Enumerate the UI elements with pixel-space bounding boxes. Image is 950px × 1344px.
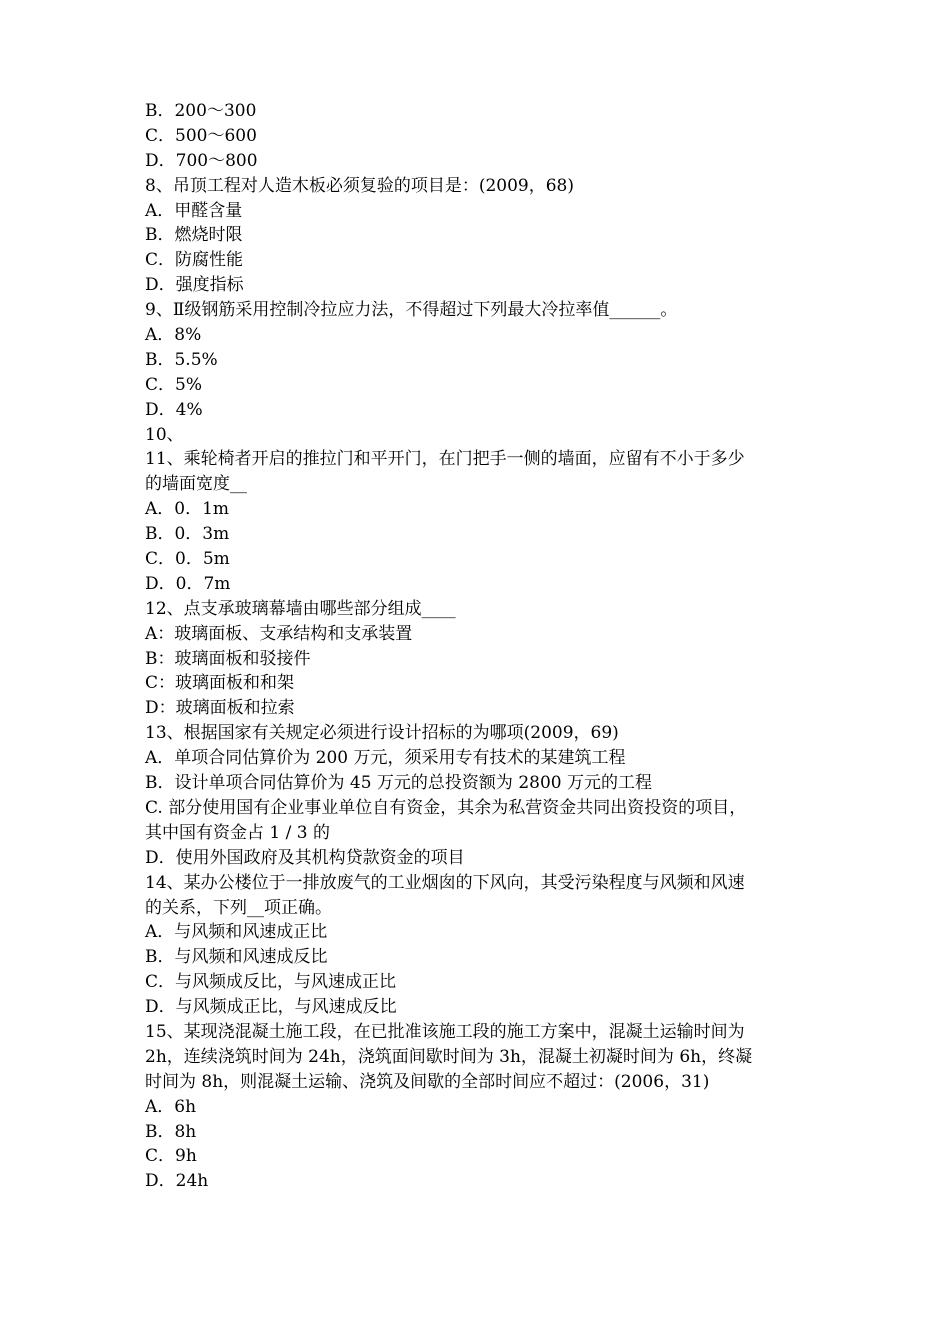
option-line: C．5% [145,374,202,395]
option-line: D．4% [145,399,203,420]
option-line: C．与风频成反比，与风速成正比 [145,972,397,993]
option-line: D．700～800 [145,150,258,171]
option-line: B．燃烧时限 [145,225,243,246]
question-15-continued: 2h，连续浇筑时间为 24h，浇筑面间歇时间为 3h，混凝土初凝时间为 6h，终凝 [145,1046,753,1067]
option-line: D．与风频成正比，与风速成反比 [145,997,397,1018]
option-line: B．与风频和风速成反比 [145,947,328,968]
option-line: C：玻璃面板和和架 [145,673,295,694]
option-line: D．强度指标 [145,275,244,296]
question-15-continued: 时间为 8h，则混凝土运输、浇筑及间歇的全部时间应不超过：(2006，31) [145,1071,710,1092]
option-line: D．0．7m [145,573,231,594]
option-line: A．甲醛含量 [145,200,243,221]
option-line: C. 部分使用国有企业事业单位自有资金，其余为私营资金共同出资投资的项目， [145,797,747,818]
option-line: A：玻璃面板、支承结构和支承装置 [145,623,413,644]
question-14: 14、某办公楼位于一排放废气的工业烟囱的下风向，其受污染程度与风频和风速 [145,872,745,893]
option-line: B．5.5% [145,349,218,370]
option-line: A．6h [145,1096,197,1117]
option-line: B．设计单项合同估算价为 45 万元的总投资额为 2800 万元的工程 [145,773,653,794]
option-line: B：玻璃面板和驳接件 [145,648,311,669]
document-body [145,99,815,1194]
question-8: 8、吊顶工程对人造木板必须复验的项目是：(2009，68) [145,175,574,196]
option-line: D．使用外国政府及其机构贷款资金的项目 [145,847,465,868]
question-9: 9、Ⅱ级钢筋采用控制冷拉应力法，不得超过下列最大冷拉率值______。 [145,300,678,321]
option-line: D．24h [145,1171,209,1192]
option-line: B．0．3m [145,524,230,545]
option-line: C．9h [145,1146,197,1167]
option-line: A．8% [145,325,202,346]
question-15: 15、某现浇混凝土施工段，在已批准该施工段的施工方案中，混凝土运输时间为 [145,1021,745,1042]
question-13: 13、根据国家有关规定必须进行设计招标的为哪项(2009，69) [145,723,619,744]
option-line: D：玻璃面板和拉索 [145,698,295,719]
question-14-continued: 的关系，下列__项正确。 [145,897,332,918]
question-10: 10、 [145,424,184,445]
option-line: B．200～300 [145,101,257,121]
option-line: A．与风频和风速成正比 [145,922,328,943]
option-line-continued: 其中国有资金占 1 / 3 的 [145,822,330,843]
option-line: A．单项合同估算价为 200 万元，须采用专有技术的某建筑工程 [145,748,626,769]
option-line: B．8h [145,1121,197,1142]
option-line: C．0．5m [145,549,230,570]
option-line: C．500～600 [145,125,257,146]
question-11: 11、乘轮椅者开启的推拉门和平开门，在门把手一侧的墙面，应留有不小于多少 [145,449,745,470]
question-11-continued: 的墙面宽度__ [145,474,247,495]
question-12: 12、点支承玻璃幕墙由哪些部分组成____ [145,598,456,619]
option-line: C．防腐性能 [145,250,244,271]
option-line: A．0．1m [145,499,230,520]
